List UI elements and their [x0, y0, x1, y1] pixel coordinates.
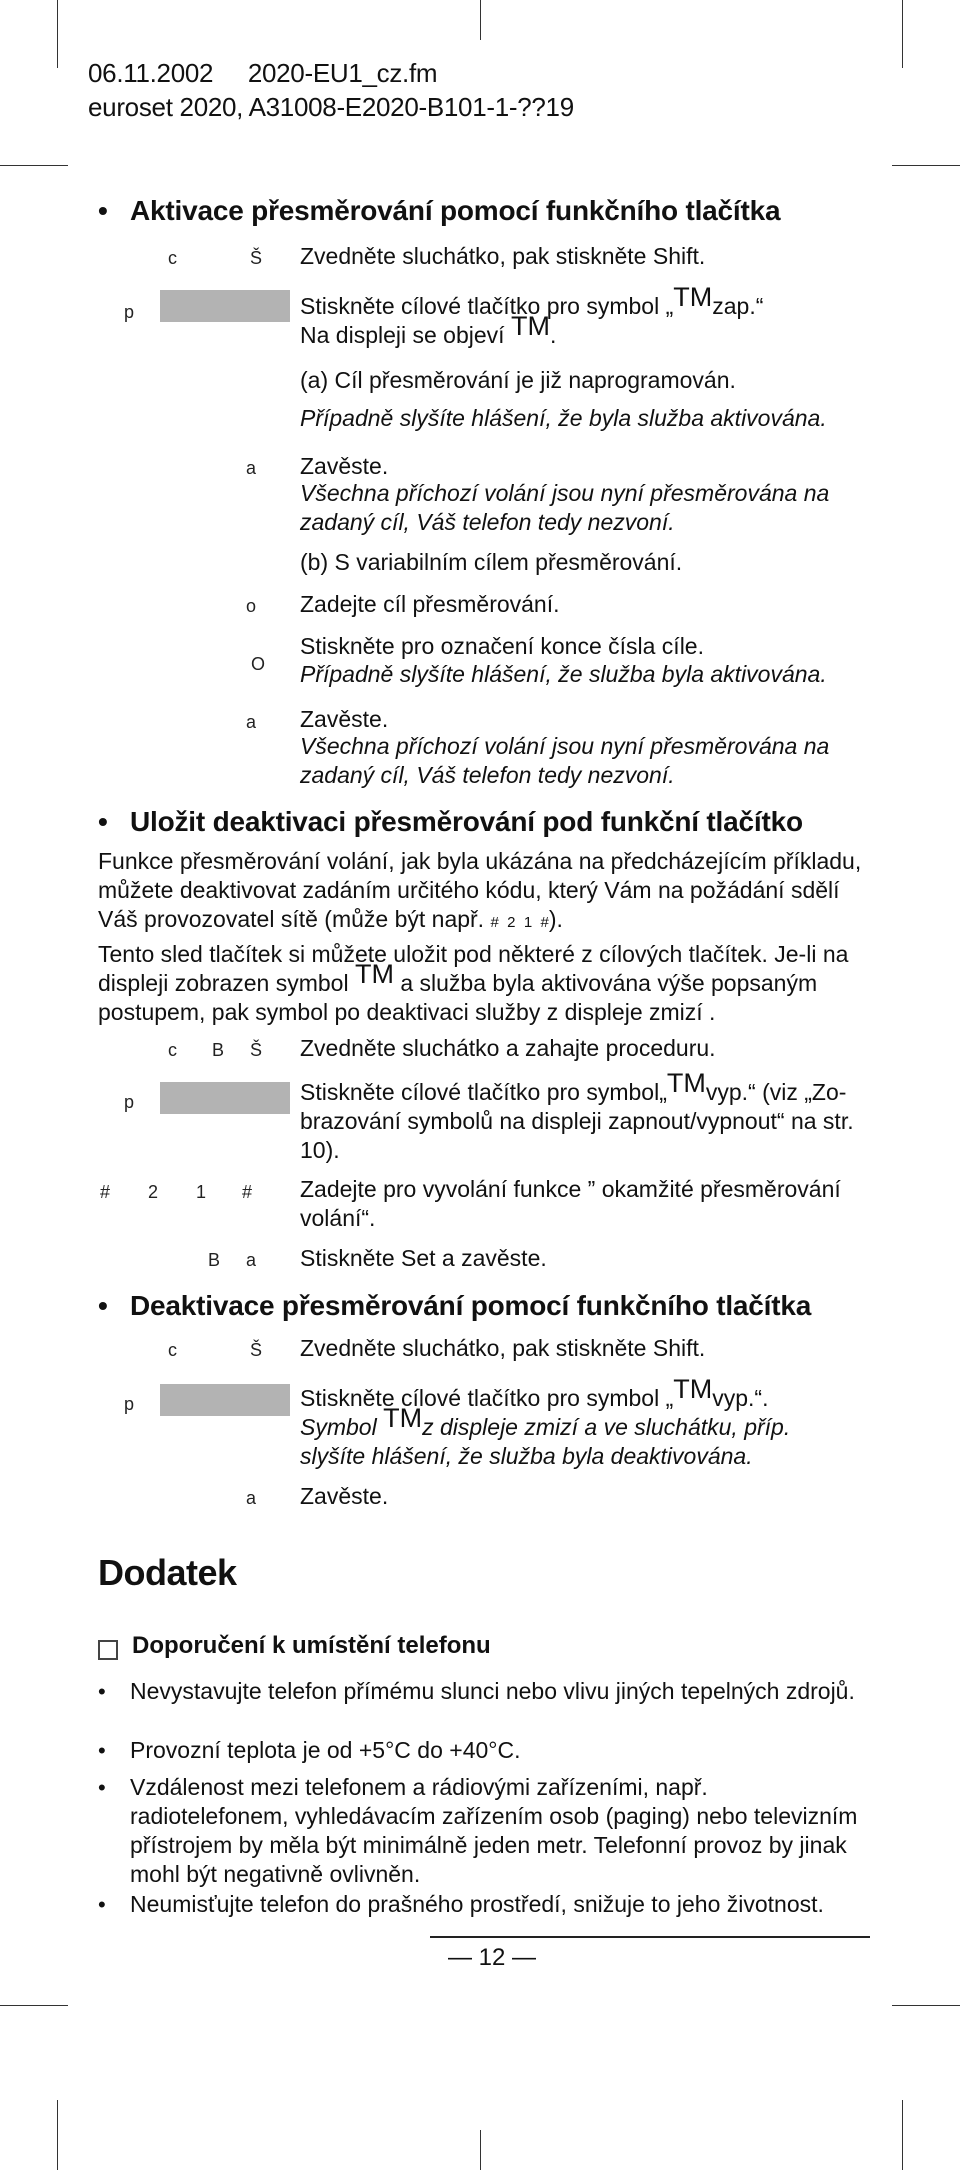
key-symbol: c	[168, 248, 177, 268]
key-symbol: Š	[250, 1040, 263, 1060]
step-text: Zavěste.	[300, 1483, 389, 1509]
tm-symbol: TM	[673, 282, 713, 312]
key-symbol: a	[246, 712, 257, 732]
key-symbol: 1	[196, 1182, 207, 1202]
crop-mark	[480, 0, 481, 40]
key-symbol: Š	[250, 248, 263, 268]
step-text: Stiskněte pro označení konce čísla cíle.	[300, 633, 704, 659]
section-heading	[98, 1290, 812, 1322]
section-heading	[98, 806, 803, 838]
destination-key	[160, 290, 290, 322]
list-item: Nevystavujte telefon přímému slunci nebo vlivu jiných tepelných zdrojů.	[130, 1678, 855, 1704]
key-symbol: Š	[250, 1340, 263, 1360]
key-symbol: a	[246, 1250, 257, 1270]
step-text: Stiskněte cílové tlačítko pro symbol „TMvyp.“. Symbol TMz displeje zmizí a ve sluchátku, příp. slyšíte hlášení, že služba byla deaktivována.	[300, 1374, 791, 1469]
note-text: Případně slyšíte hlášení, že byla služba aktivována.	[300, 405, 827, 431]
subsection-title: Doporučení k umístění telefonu	[132, 1632, 491, 1659]
key-symbol: O	[251, 654, 266, 674]
note-text: Případně slyšíte hlášení, že služba byla aktivována.	[300, 661, 827, 687]
step-text: Stiskněte Set a zavěste.	[300, 1245, 547, 1271]
step-text: Zavěste.	[300, 706, 389, 732]
list-item: Neumisťujte telefon do prašného prostředí, snižuje to jeho životnost.	[130, 1891, 824, 1917]
tm-symbol: TM	[666, 1068, 706, 1098]
step-text: Zadejte cíl přesměrování.	[300, 591, 560, 617]
list-item: Vzdálenost mezi telefonem a rádiovými zařízeními, např. radiotelefonem, vyhledávacím zařízením osob (paging) nebo televizním přístrojem by měla být minimálně jeden metr. Telefonní provoz by jinak mohl být negativně ovlivněn.	[130, 1774, 858, 1887]
bullet: •	[98, 806, 108, 837]
crop-mark	[0, 165, 68, 166]
step-text: Zvedněte sluchátko, pak stiskněte Shift.	[300, 243, 706, 269]
case-label: (a) Cíl přesměrování je již naprogramován.	[300, 367, 736, 393]
destination-key	[160, 1384, 290, 1416]
crop-mark	[902, 0, 903, 68]
key-symbol: a	[246, 1488, 257, 1508]
checkbox-icon	[98, 1640, 118, 1660]
step-text: Zadejte pro vyvolání funkce ” okamžité přesměrování volání“.	[300, 1176, 841, 1231]
note-text: Všechna příchozí volání jsou nyní přesměrována na zadaný cíl, Váš telefon tedy nezvoní.	[300, 480, 830, 535]
code-sequence: # 2 1 #	[490, 914, 549, 931]
step-text: Zvedněte sluchátko, pak stiskněte Shift.	[300, 1335, 706, 1361]
key-symbol: B	[208, 1250, 221, 1270]
appendix-title: Dodatek	[98, 1552, 237, 1593]
key-symbol: o	[246, 596, 257, 616]
paragraph: Funkce přesměrování volání, jak byla ukázána na předcházejícím příkladu, můžete deaktivovat zadáním určitého kódu, který Vám na požádání sdělí Váš provozovatel sítě (může být např. # 2 1 #).	[98, 848, 862, 932]
footer-rule	[430, 1936, 870, 1938]
step-text: Zavěste.	[300, 453, 389, 479]
key-symbol: c	[168, 1340, 177, 1360]
header-line-1: 06.11.2002 2020-EU1_cz.fm	[88, 58, 438, 88]
paragraph: Tento sled tlačítek si můžete uložit pod některé z cílových tlačítek. Je-li na displeji zobrazen symbol TM a služba byla aktivována výše popsaným postupem, pak symbol po deaktivaci služby z displeje zmizí .	[98, 941, 849, 1025]
note-text: Všechna příchozí volání jsou nyní přesměrována na zadaný cíl, Váš telefon tedy nezvoní.	[300, 733, 830, 788]
header-line-2: euroset 2020, A31008-E2020-B101-1-??19	[88, 92, 574, 122]
key-symbol: B	[212, 1040, 225, 1060]
destination-key	[160, 1082, 290, 1114]
bullet: •	[98, 1679, 106, 1704]
crop-mark	[892, 165, 960, 166]
key-symbol: c	[168, 1040, 177, 1060]
case-label: (b) S variabilním cílem přesměrování.	[300, 549, 683, 575]
key-symbol: p	[124, 1394, 135, 1414]
section-title: Uložit deaktivaci přesměrování pod funkční tlačítko	[130, 806, 803, 837]
key-symbol: 2	[148, 1182, 159, 1202]
crop-mark	[57, 0, 58, 68]
step-text: Stiskněte cílové tlačítko pro symbol „TMzap.“ Na displeji se objeví TM.	[300, 282, 764, 348]
bullet: •	[98, 195, 108, 226]
crop-mark	[892, 2005, 960, 2006]
key-symbol: a	[246, 458, 257, 478]
tm-symbol: TM	[383, 1403, 423, 1433]
list-item: Provozní teplota je od +5°C do +40°C.	[130, 1737, 521, 1763]
section-title: Aktivace přesměrování pomocí funkčního tlačítka	[130, 195, 781, 226]
section-heading	[98, 195, 781, 227]
section-title: Deaktivace přesměrování pomocí funkčního tlačítka	[130, 1290, 812, 1321]
step-text: Zvedněte sluchátko a zahajte proceduru.	[300, 1035, 716, 1061]
key-symbol: p	[124, 302, 135, 322]
file-header	[88, 56, 574, 124]
step-text: Stiskněte cílové tlačítko pro symbol„TMvyp.“ (viz „Zo- brazování symbolů na displeji zapnout/vypnout“ na str. 10).	[300, 1068, 854, 1163]
crop-mark	[57, 2100, 58, 2170]
crop-mark	[480, 2130, 481, 2170]
bullet: •	[98, 1290, 108, 1321]
key-symbol: #	[100, 1182, 111, 1202]
tm-symbol: TM	[673, 1374, 713, 1404]
bullet: •	[98, 1738, 106, 1763]
key-symbol: #	[242, 1182, 253, 1202]
page-number: — 12 —	[448, 1944, 537, 1971]
crop-mark	[0, 2005, 68, 2006]
bullet: •	[98, 1775, 106, 1800]
key-symbol: p	[124, 1092, 135, 1112]
bullet: •	[98, 1892, 106, 1917]
tm-symbol: TM	[354, 959, 394, 989]
crop-mark	[902, 2100, 903, 2170]
tm-symbol: TM	[510, 311, 550, 341]
